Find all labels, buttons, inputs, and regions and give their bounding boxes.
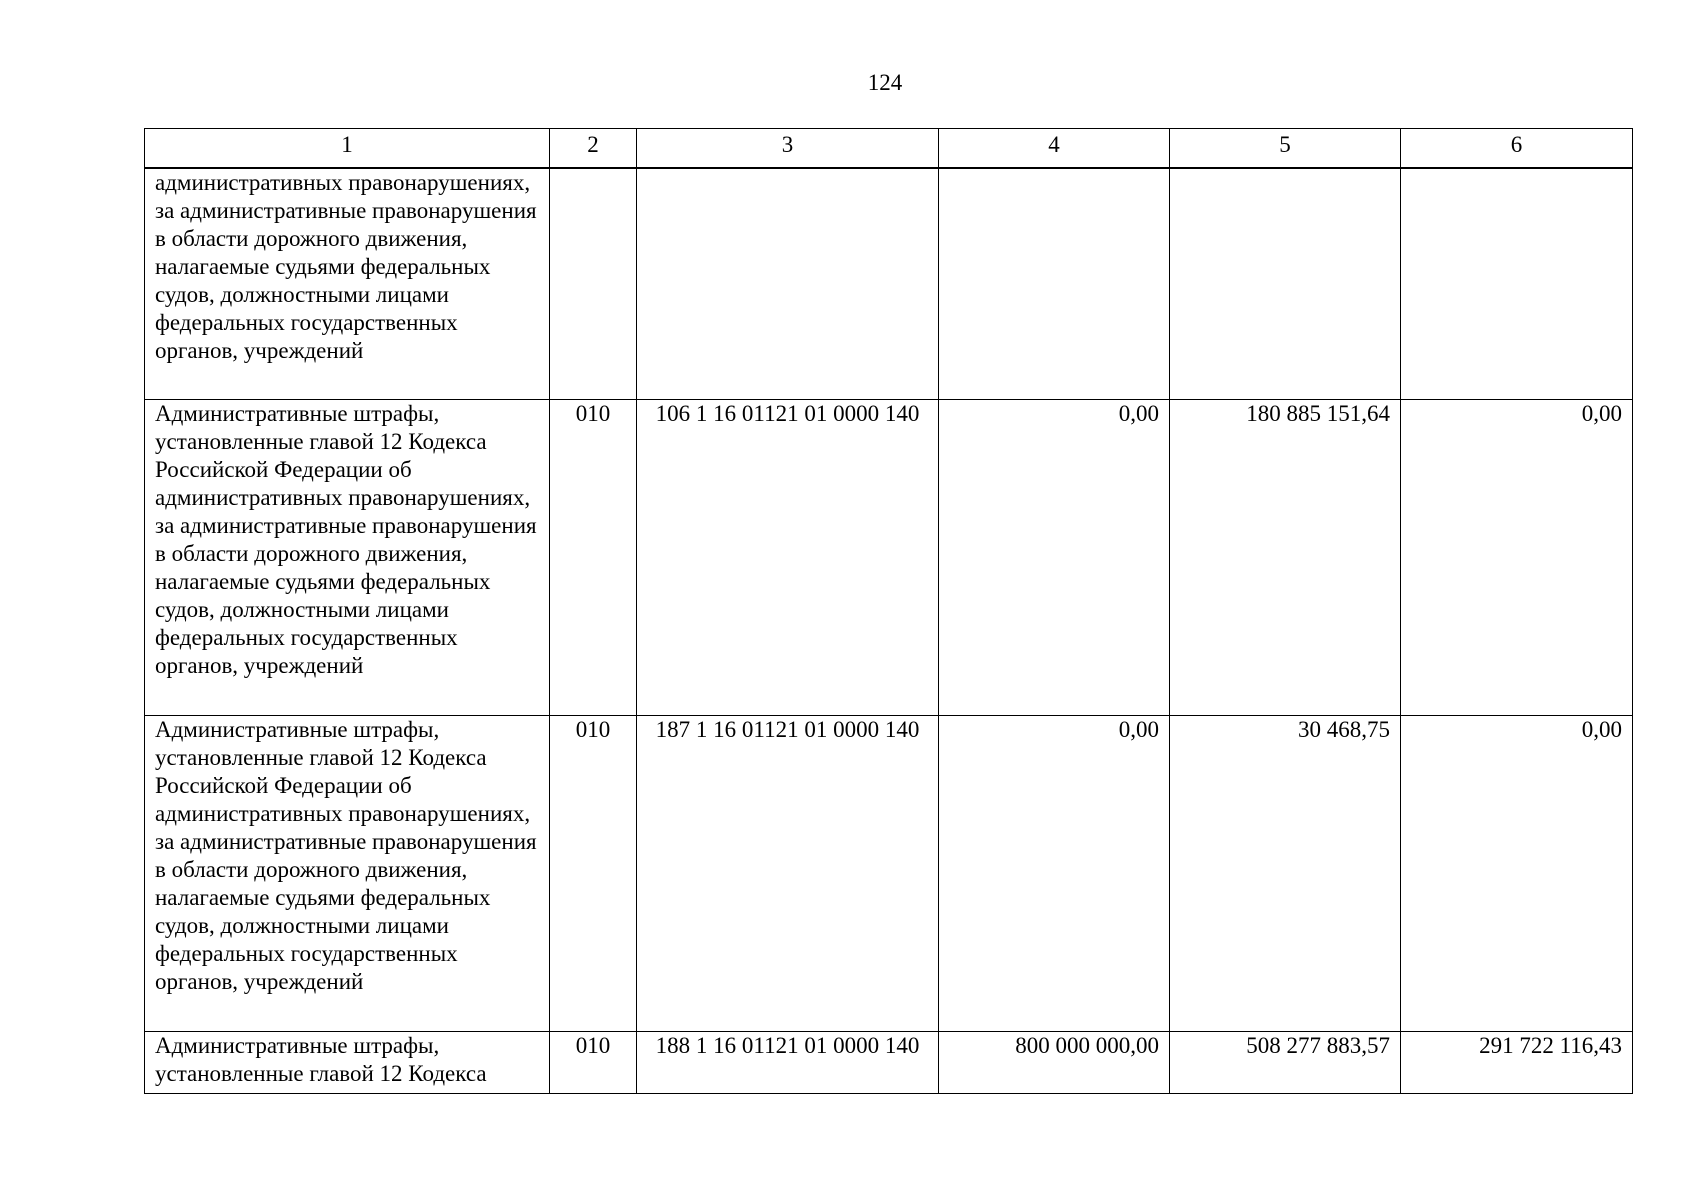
row-col-6	[1401, 168, 1633, 399]
row-budget-code: 187 1 16 01121 01 0000 140	[637, 715, 939, 1031]
row-col-5: 508 277 883,57	[1170, 1031, 1401, 1093]
row-name: Административные штрафы, установленные главой 12 Кодекса Российской Федерации об административных правонарушениях, за административные правонарушения в области дорожного движения, налагаемые судьями федеральных судов, должностными лицами федеральных государственных органов, учреждений	[145, 399, 550, 715]
table-body	[145, 168, 1633, 1093]
row-col-4	[939, 168, 1170, 399]
header-col-2: 2	[550, 129, 637, 169]
header-col-4: 4	[939, 129, 1170, 169]
table-row	[145, 399, 1633, 715]
row-line-code: 010	[550, 715, 637, 1031]
header-col-3: 3	[637, 129, 939, 169]
row-col-5: 30 468,75	[1170, 715, 1401, 1031]
row-col-6: 0,00	[1401, 715, 1633, 1031]
table-row	[145, 168, 1633, 399]
row-name: Административные штрафы, установленные главой 12 Кодекса	[145, 1031, 550, 1093]
row-budget-code: 106 1 16 01121 01 0000 140	[637, 399, 939, 715]
page-number: 124	[867, 70, 903, 95]
row-col-4: 0,00	[939, 399, 1170, 715]
header-col-6: 6	[1401, 129, 1633, 169]
row-name: административных правонарушениях, за административные правонарушения в области дорожного движения, налагаемые судьями федеральных судов, должностными лицами федеральных государственных органов, учреждений	[145, 168, 550, 399]
row-col-4: 800 000 000,00	[939, 1031, 1170, 1093]
row-col-4: 0,00	[939, 715, 1170, 1031]
row-col-6: 0,00	[1401, 399, 1633, 715]
table-header	[145, 129, 1633, 169]
table-row	[145, 1031, 1633, 1093]
table-row	[145, 715, 1633, 1031]
row-line-code	[550, 168, 637, 399]
row-line-code: 010	[550, 1031, 637, 1093]
header-col-1: 1	[145, 129, 550, 169]
header-row	[145, 129, 1633, 169]
row-col-5	[1170, 168, 1401, 399]
header-col-5: 5	[1170, 129, 1401, 169]
row-col-6: 291 722 116,43	[1401, 1031, 1633, 1093]
report-table	[144, 128, 1633, 1094]
row-col-5: 180 885 151,64	[1170, 399, 1401, 715]
row-name: Административные штрафы, установленные главой 12 Кодекса Российской Федерации об административных правонарушениях, за административные правонарушения в области дорожного движения, налагаемые судьями федеральных судов, должностными лицами федеральных государственных органов, учреждений	[145, 715, 550, 1031]
row-line-code: 010	[550, 399, 637, 715]
row-budget-code	[637, 168, 939, 399]
row-budget-code: 188 1 16 01121 01 0000 140	[637, 1031, 939, 1093]
